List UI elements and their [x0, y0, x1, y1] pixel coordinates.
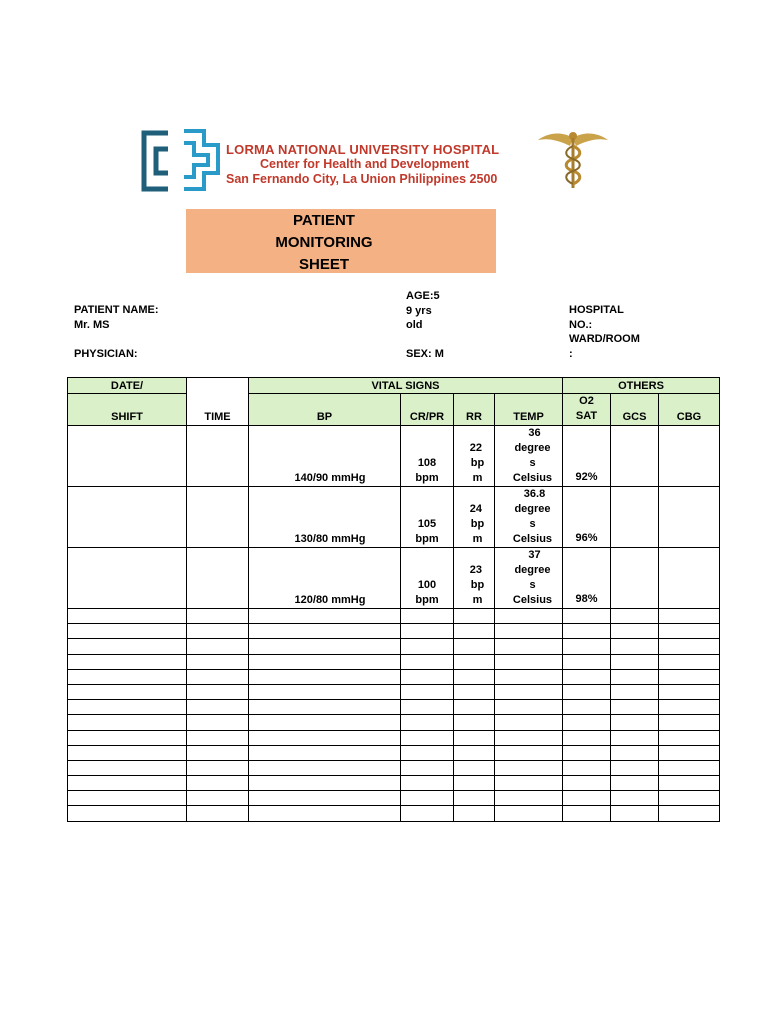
empty-cell[interactable] — [401, 745, 454, 760]
empty-cell[interactable] — [187, 760, 249, 775]
empty-cell[interactable] — [563, 609, 611, 624]
temp-unit-3: Celsius — [512, 472, 553, 484]
empty-cell[interactable] — [249, 700, 401, 715]
date-shift-cell[interactable] — [68, 426, 187, 487]
empty-cell[interactable] — [68, 760, 187, 775]
crpr-cell[interactable] — [401, 548, 454, 609]
empty-cell[interactable] — [495, 684, 563, 699]
age-block — [406, 289, 440, 333]
empty-table-row — [68, 776, 720, 791]
crpr-header: CR/PR — [401, 394, 454, 426]
temp-unit-1: degree — [514, 564, 551, 576]
empty-table-row — [68, 700, 720, 715]
empty-cell[interactable] — [659, 639, 720, 654]
crpr-value: 105 — [417, 518, 437, 530]
crpr-value: 100 — [417, 579, 437, 591]
o2-sat-cell[interactable]: 96% — [563, 487, 611, 548]
empty-cell[interactable] — [401, 654, 454, 669]
patient-name-label: PATIENT NAME: — [74, 304, 159, 316]
empty-cell[interactable] — [187, 715, 249, 730]
crpr-cell[interactable] — [401, 487, 454, 548]
cbg-cell[interactable] — [659, 487, 720, 548]
rr-header: RR — [454, 394, 495, 426]
empty-table-row — [68, 745, 720, 760]
empty-cell[interactable] — [563, 639, 611, 654]
empty-cell[interactable] — [249, 669, 401, 684]
gcs-cell[interactable] — [611, 548, 659, 609]
empty-cell[interactable] — [563, 791, 611, 806]
empty-cell[interactable] — [401, 700, 454, 715]
temp-cell[interactable] — [495, 487, 563, 548]
empty-cell[interactable] — [187, 639, 249, 654]
empty-cell[interactable] — [68, 700, 187, 715]
temp-header: TEMP — [495, 394, 563, 426]
empty-cell[interactable] — [495, 669, 563, 684]
empty-cell[interactable] — [187, 806, 249, 821]
empty-cell[interactable] — [249, 624, 401, 639]
empty-cell[interactable] — [401, 806, 454, 821]
empty-cell[interactable] — [563, 806, 611, 821]
empty-cell[interactable] — [249, 654, 401, 669]
rr-unit-1: bp — [470, 579, 485, 591]
empty-cell[interactable] — [401, 760, 454, 775]
empty-cell[interactable] — [249, 730, 401, 745]
crpr-cell[interactable] — [401, 426, 454, 487]
rr-cell[interactable] — [454, 487, 495, 548]
empty-cell[interactable] — [611, 654, 659, 669]
empty-cell[interactable] — [454, 745, 495, 760]
empty-cell[interactable] — [659, 654, 720, 669]
date-header: DATE/ — [68, 378, 187, 394]
hospital-name: LORMA NATIONAL UNIVERSITY HOSPITAL — [226, 142, 500, 157]
empty-cell[interactable] — [611, 700, 659, 715]
vital-signs-header: VITAL SIGNS — [249, 378, 563, 394]
empty-cell[interactable] — [563, 715, 611, 730]
crpr-unit: bpm — [415, 594, 439, 606]
empty-cell[interactable] — [495, 806, 563, 821]
rr-unit-2: m — [472, 533, 483, 545]
empty-cell[interactable] — [68, 730, 187, 745]
empty-table-row — [68, 609, 720, 624]
empty-cell[interactable] — [401, 776, 454, 791]
empty-cell[interactable] — [454, 730, 495, 745]
monitoring-table — [67, 377, 720, 822]
empty-cell[interactable] — [454, 654, 495, 669]
bp-cell[interactable]: 140/90 mmHg — [249, 426, 401, 487]
hospital-ward-block — [569, 303, 640, 361]
empty-cell[interactable] — [495, 609, 563, 624]
empty-table-row — [68, 624, 720, 639]
empty-cell[interactable] — [454, 639, 495, 654]
hospital-cross-logo — [138, 127, 222, 195]
o2-header-line-1: O2 — [579, 395, 594, 407]
empty-cell[interactable] — [659, 700, 720, 715]
empty-cell[interactable] — [454, 791, 495, 806]
empty-cell[interactable] — [454, 806, 495, 821]
date-shift-cell[interactable] — [68, 487, 187, 548]
empty-cell[interactable] — [187, 791, 249, 806]
empty-cell[interactable] — [495, 624, 563, 639]
empty-cell[interactable] — [454, 684, 495, 699]
cbg-cell[interactable] — [659, 548, 720, 609]
empty-cell[interactable] — [401, 639, 454, 654]
empty-cell[interactable] — [68, 791, 187, 806]
temp-unit-3: Celsius — [512, 533, 553, 545]
cbg-header: CBG — [659, 394, 720, 426]
rr-unit-1: bp — [470, 457, 485, 469]
hospital-no-line-2: NO.: — [569, 318, 593, 331]
empty-table-row — [68, 791, 720, 806]
empty-cell[interactable] — [454, 700, 495, 715]
empty-cell[interactable] — [187, 654, 249, 669]
empty-cell[interactable] — [68, 624, 187, 639]
empty-cell[interactable] — [68, 654, 187, 669]
gcs-cell[interactable] — [611, 487, 659, 548]
title-line-2: MONITORING — [275, 234, 373, 251]
empty-table-row — [68, 639, 720, 654]
empty-cell[interactable] — [454, 760, 495, 775]
rr-value: 24 — [469, 503, 482, 515]
empty-cell[interactable] — [659, 745, 720, 760]
empty-cell[interactable] — [611, 791, 659, 806]
empty-cell[interactable] — [611, 609, 659, 624]
empty-cell[interactable] — [249, 684, 401, 699]
o2-sat-cell[interactable]: 98% — [563, 548, 611, 609]
empty-cell[interactable] — [401, 684, 454, 699]
hospital-address: San Fernando City, La Union Philippines 2500 — [226, 172, 498, 186]
o2-sat-cell[interactable]: 92% — [563, 426, 611, 487]
empty-cell[interactable] — [611, 806, 659, 821]
empty-cell[interactable] — [495, 791, 563, 806]
empty-cell[interactable] — [454, 669, 495, 684]
empty-cell[interactable] — [249, 791, 401, 806]
ward-line-1: WARD/ROOM — [569, 333, 640, 345]
bp-cell[interactable]: 120/80 mmHg — [249, 548, 401, 609]
empty-cell[interactable] — [659, 760, 720, 775]
empty-cell[interactable] — [611, 730, 659, 745]
empty-cell[interactable] — [454, 776, 495, 791]
empty-cell[interactable] — [187, 730, 249, 745]
temp-unit-2: s — [529, 579, 536, 591]
empty-cell[interactable] — [249, 715, 401, 730]
empty-cell[interactable] — [454, 624, 495, 639]
empty-cell[interactable] — [187, 609, 249, 624]
age-line-2: 9 yrs — [406, 304, 432, 317]
empty-table-row — [68, 669, 720, 684]
empty-cell[interactable] — [68, 669, 187, 684]
temp-cell[interactable] — [495, 426, 563, 487]
empty-cell[interactable] — [249, 760, 401, 775]
empty-cell[interactable] — [659, 715, 720, 730]
empty-cell[interactable] — [563, 654, 611, 669]
empty-cell[interactable] — [401, 609, 454, 624]
empty-cell[interactable] — [659, 806, 720, 821]
empty-cell[interactable] — [659, 776, 720, 791]
ward-line-2: : — [569, 347, 573, 360]
empty-cell[interactable] — [495, 639, 563, 654]
title-line-3: SHEET — [298, 256, 349, 273]
title-line-1: PATIENT — [293, 212, 355, 229]
temp-unit-3: Celsius — [512, 594, 553, 606]
empty-cell[interactable] — [187, 684, 249, 699]
empty-cell[interactable] — [495, 760, 563, 775]
empty-cell[interactable] — [68, 684, 187, 699]
crpr-value: 108 — [417, 457, 437, 469]
empty-cell[interactable] — [563, 684, 611, 699]
empty-cell[interactable] — [563, 745, 611, 760]
temp-value: 36 — [528, 427, 541, 439]
hospital-no-line-1: HOSPITAL — [569, 304, 624, 316]
table-header-row-1 — [68, 378, 720, 394]
empty-table-row — [68, 806, 720, 821]
age-line-3: old — [406, 319, 423, 331]
time-header: TIME — [187, 378, 249, 426]
crpr-unit: bpm — [415, 472, 439, 484]
rr-unit-2: m — [472, 472, 483, 484]
others-header: OTHERS — [563, 378, 720, 394]
empty-cell[interactable] — [495, 776, 563, 791]
temp-value: 37 — [528, 549, 541, 561]
temp-unit-1: degree — [514, 503, 551, 515]
hospital-header — [226, 142, 499, 187]
gcs-cell[interactable] — [611, 426, 659, 487]
empty-cell[interactable] — [563, 624, 611, 639]
empty-cell[interactable] — [495, 715, 563, 730]
empty-cell[interactable] — [611, 624, 659, 639]
temp-unit-1: degree — [514, 442, 551, 454]
empty-cell[interactable] — [659, 684, 720, 699]
time-cell[interactable] — [187, 487, 249, 548]
empty-cell[interactable] — [495, 745, 563, 760]
age-line-1: AGE:5 — [406, 290, 440, 302]
bp-cell[interactable]: 130/80 mmHg — [249, 487, 401, 548]
empty-cell[interactable] — [249, 806, 401, 821]
o2-sat-header — [563, 394, 611, 426]
empty-cell[interactable] — [563, 730, 611, 745]
date-shift-cell[interactable] — [68, 548, 187, 609]
empty-cell[interactable] — [68, 806, 187, 821]
table-body — [68, 426, 720, 822]
rr-value: 23 — [469, 564, 482, 576]
empty-cell[interactable] — [68, 715, 187, 730]
cbg-cell[interactable] — [659, 426, 720, 487]
rr-unit-1: bp — [470, 518, 485, 530]
empty-table-row — [68, 715, 720, 730]
empty-cell[interactable] — [68, 776, 187, 791]
o2-header-line-2: SAT — [575, 410, 598, 422]
empty-cell[interactable] — [611, 684, 659, 699]
empty-cell[interactable] — [659, 791, 720, 806]
time-cell[interactable] — [187, 548, 249, 609]
empty-cell[interactable] — [187, 745, 249, 760]
empty-cell[interactable] — [611, 776, 659, 791]
patient-name-value: Mr. MS — [74, 318, 110, 331]
empty-cell[interactable] — [187, 624, 249, 639]
temp-value: 36.8 — [523, 488, 546, 500]
temp-cell[interactable] — [495, 548, 563, 609]
empty-cell[interactable] — [495, 730, 563, 745]
empty-cell[interactable] — [401, 730, 454, 745]
table-row — [68, 548, 720, 609]
empty-cell[interactable] — [249, 776, 401, 791]
empty-cell[interactable] — [563, 760, 611, 775]
empty-cell[interactable] — [454, 609, 495, 624]
empty-cell[interactable] — [68, 745, 187, 760]
empty-cell[interactable] — [401, 624, 454, 639]
empty-cell[interactable] — [495, 700, 563, 715]
empty-cell[interactable] — [401, 669, 454, 684]
empty-cell[interactable] — [659, 624, 720, 639]
temp-unit-2: s — [529, 457, 536, 469]
empty-cell[interactable] — [249, 745, 401, 760]
empty-cell[interactable] — [249, 639, 401, 654]
empty-table-row — [68, 684, 720, 699]
empty-cell[interactable] — [495, 654, 563, 669]
empty-cell[interactable] — [611, 745, 659, 760]
temp-unit-2: s — [529, 518, 536, 530]
hospital-center: Center for Health and Development — [260, 157, 470, 171]
empty-cell[interactable] — [563, 776, 611, 791]
patient-name-block — [74, 303, 159, 332]
empty-cell[interactable] — [659, 609, 720, 624]
gcs-header: GCS — [611, 394, 659, 426]
empty-cell[interactable] — [659, 730, 720, 745]
empty-cell[interactable] — [401, 791, 454, 806]
rr-value: 22 — [469, 442, 482, 454]
empty-cell[interactable] — [611, 715, 659, 730]
empty-cell[interactable] — [68, 639, 187, 654]
empty-table-row — [68, 760, 720, 775]
empty-cell[interactable] — [68, 609, 187, 624]
caduceus-icon — [536, 128, 610, 190]
empty-cell[interactable] — [187, 700, 249, 715]
sex-field: SEX: M — [406, 348, 444, 360]
crpr-unit: bpm — [415, 533, 439, 545]
empty-cell[interactable] — [187, 776, 249, 791]
empty-cell[interactable] — [611, 760, 659, 775]
shift-header: SHIFT — [68, 394, 187, 426]
time-cell[interactable] — [187, 426, 249, 487]
empty-cell[interactable] — [454, 715, 495, 730]
rr-cell[interactable] — [454, 426, 495, 487]
empty-cell[interactable] — [249, 609, 401, 624]
empty-cell[interactable] — [563, 700, 611, 715]
bp-header: BP — [249, 394, 401, 426]
empty-cell[interactable] — [563, 669, 611, 684]
empty-cell[interactable] — [187, 669, 249, 684]
page-title — [254, 210, 394, 276]
table-row — [68, 487, 720, 548]
physician-label: PHYSICIAN: — [74, 348, 138, 360]
table-row — [68, 426, 720, 487]
empty-cell[interactable] — [659, 669, 720, 684]
rr-cell[interactable] — [454, 548, 495, 609]
table-header-row-2 — [68, 394, 720, 426]
empty-table-row — [68, 730, 720, 745]
empty-cell[interactable] — [611, 639, 659, 654]
empty-table-row — [68, 654, 720, 669]
empty-cell[interactable] — [401, 715, 454, 730]
empty-cell[interactable] — [611, 669, 659, 684]
rr-unit-2: m — [472, 594, 483, 606]
